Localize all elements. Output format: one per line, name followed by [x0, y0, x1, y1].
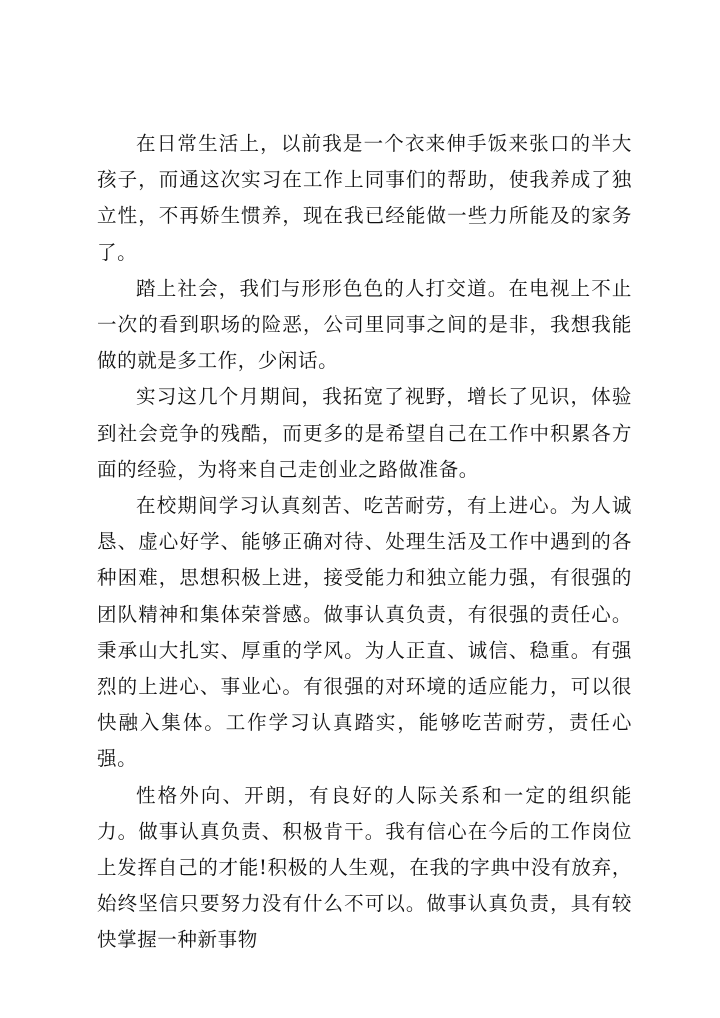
paragraph-internship: 实习这几个月期间，我拓宽了视野，增长了见识，体验到社会竞争的残酷，而更多的是希望自己在工作中积累各方面的经验，为将来自己走创业之路做准备。 — [97, 385, 632, 481]
document-body — [97, 126, 632, 959]
paragraph-school: 在校期间学习认真刻苦、吃苦耐劳，有上进心。为人诚恳、虚心好学、能够正确对待、处理生活及工作中遇到的各种困难，思想积极上进，接受能力和独立能力强，有很强的团队精神和集体荣誉感。做事认真负责，有很强的责任心。秉承山大扎实、厚重的学风。为人正直、诚信、稳重。有强烈的上进心、事业心。有很强的对环境的适应能力，可以很快融入集体。工作学习认真踏实，能够吃苦耐劳，责任心强。 — [97, 494, 632, 771]
paragraph-society: 踏上社会，我们与形形色色的人打交道。在电视上不止一次的看到职场的险恶，公司里同事之间的是非，我想我能做的就是多工作，少闲话。 — [97, 276, 632, 373]
paragraph-personality: 性格外向、开朗，有良好的人际关系和一定的组织能力。做事认真负责、积极肯干。我有信心在今后的工作岗位上发挥自己的才能!积极的人生观，在我的字典中没有放弃，始终坚信只要努力没有什么不可以。做事认真负责，具有较快掌握一种新事物 — [97, 783, 632, 952]
paragraph-daily-life: 在日常生活上，以前我是一个衣来伸手饭来张口的半大孩子，而通这次实习在工作上同事们的帮助，使我养成了独立性，不再娇生惯养，现在我已经能做一些力所能及的家务了。 — [97, 132, 632, 264]
